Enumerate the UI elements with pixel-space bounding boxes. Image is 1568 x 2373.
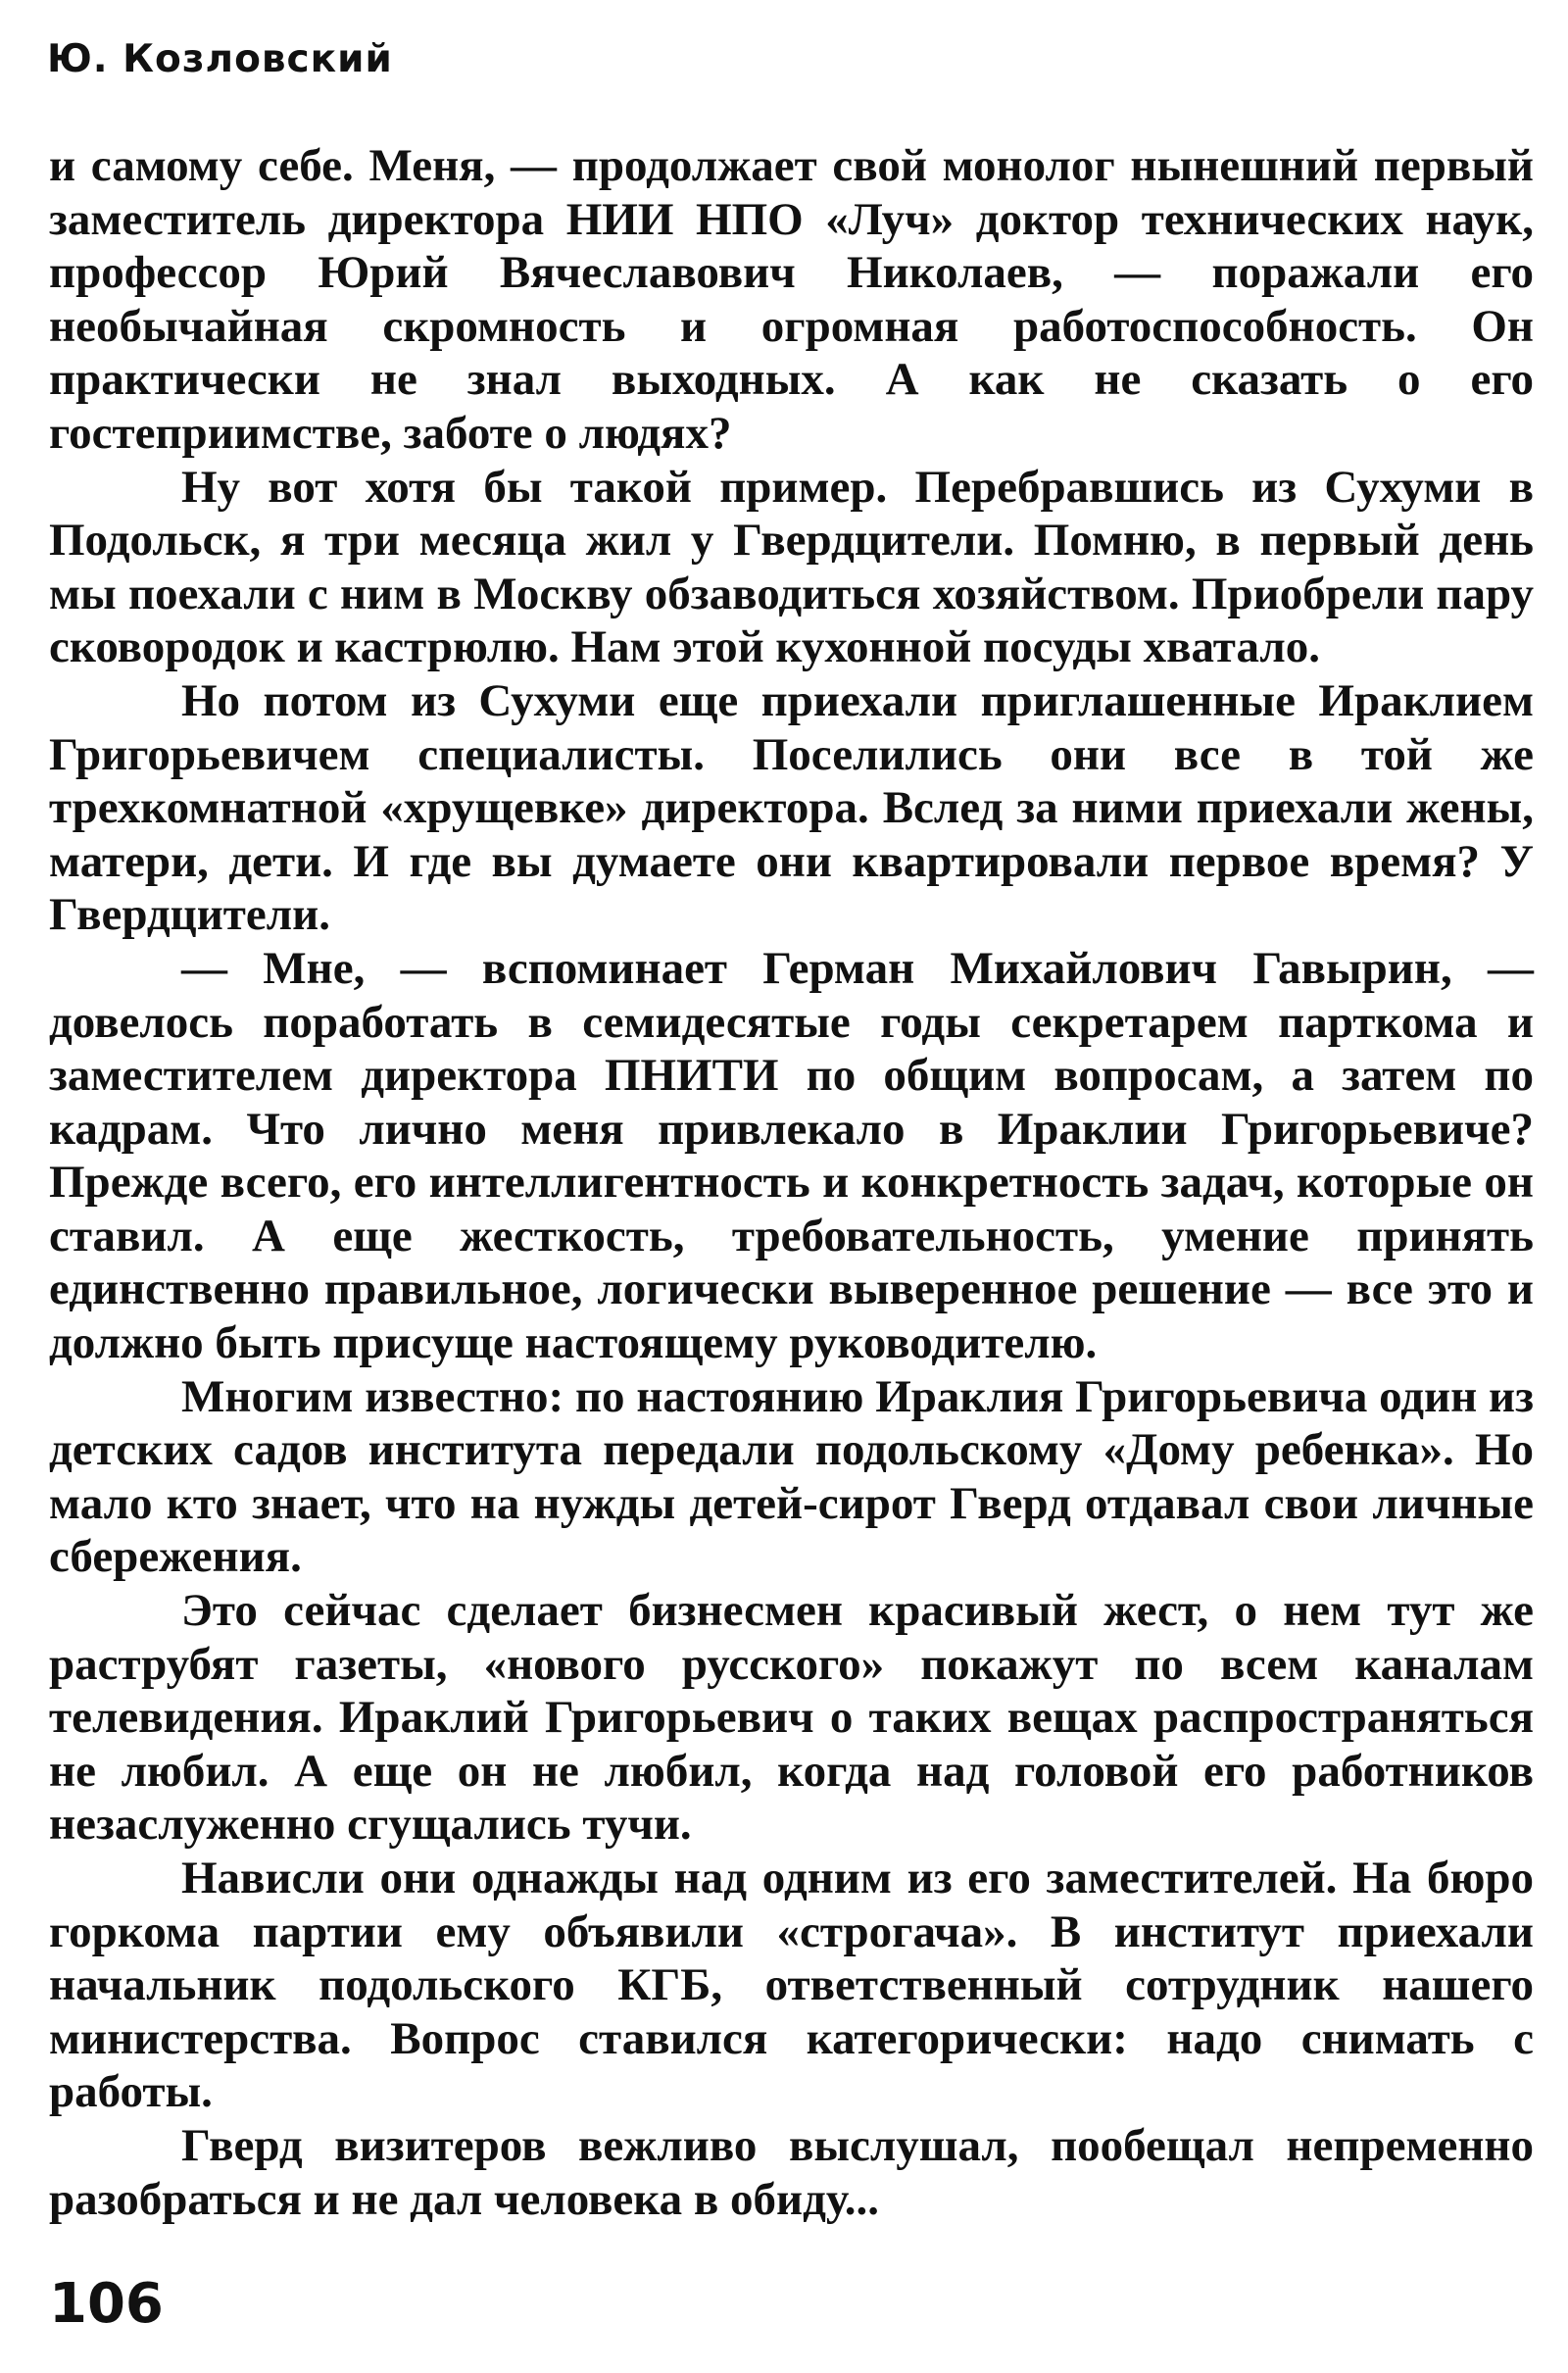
paragraph-continued: и самому себе. Меня, — продолжает свой монолог нынешний первый заместитель директора НИИ НПО «Луч» доктор технических наук, профессор Юрий Вячеславович Николаев, — поражали его необычайная скромность и огромная работоспособность. Он практически не знал выходных. А как не сказать о его гостеприимстве, заботе о людях? bbox=[49, 140, 1534, 459]
paragraph: Гверд визитеров вежливо выслушал, пообещал непременно разобраться и не дал человека в обиду... bbox=[49, 2119, 1534, 2225]
paragraph: Но потом из Сухуми еще приехали приглашенные Ираклием Григорьевичем специалисты. Поселились они все в той же трехкомнатной «хрущевке» директора. Вслед за ними приехали жены, матери, дети. И где вы думаете они квартировали первое время? У Гвердцители. bbox=[49, 674, 1534, 941]
paragraph: Нависли они однажды над одним из его заместителей. На бюро горкома партии ему объявили «строгача». В институт приехали начальник подольского КГБ, ответственный сотрудник нашего министерства. Вопрос ставился категорически: надо снимать с работы. bbox=[49, 1853, 1534, 2118]
running-head: Ю. Козловский bbox=[47, 37, 393, 81]
paragraph: Это сейчас сделает бизнесмен красивый жест, о нем тут же раструбят газеты, «нового русского» покажут по всем каналам телевидения. Ираклий Григорьевич о таких вещах распространяться не любил. А еще он не любил, когда над головой его работников незаслуженно сгущались тучи. bbox=[49, 1585, 1534, 1851]
text-body bbox=[49, 139, 1534, 2226]
paragraph: Многим известно: по настоянию Ираклия Григорьевича один из детских садов института передали подольскому «Дому ребенка». Но мало кто знает, что на нужды детей-сирот Гверд отдавал свои личные сбережения. bbox=[49, 1370, 1534, 1583]
paragraph: Ну вот хотя бы такой пример. Перебравшись из Сухуми в Подольск, я три месяца жил у Гвердцители. Помню, в первый день мы поехали с ним в Москву обзаводиться хозяйством. Приобрели пару сковородок и кастрюлю. Нам этой кухонной посуды хватало. bbox=[49, 461, 1534, 673]
page-number: 106 bbox=[49, 2272, 164, 2336]
paragraph: — Мне, — вспоминает Герман Михайлович Гавырин, — довелось поработать в семидесятые годы секретарем парткома и заместителем директора ПНИТИ по общим вопросам, а затем по кадрам. Что лично меня привлекало в Ираклии Григорьевиче? Прежде всего, его интеллигентность и конкретность задач, которые он ставил. А еще жесткость, требовательность, умение принять единственно правильное, логически выверенное решение — все это и должно быть присуще настоящему руководителю. bbox=[49, 942, 1534, 1369]
